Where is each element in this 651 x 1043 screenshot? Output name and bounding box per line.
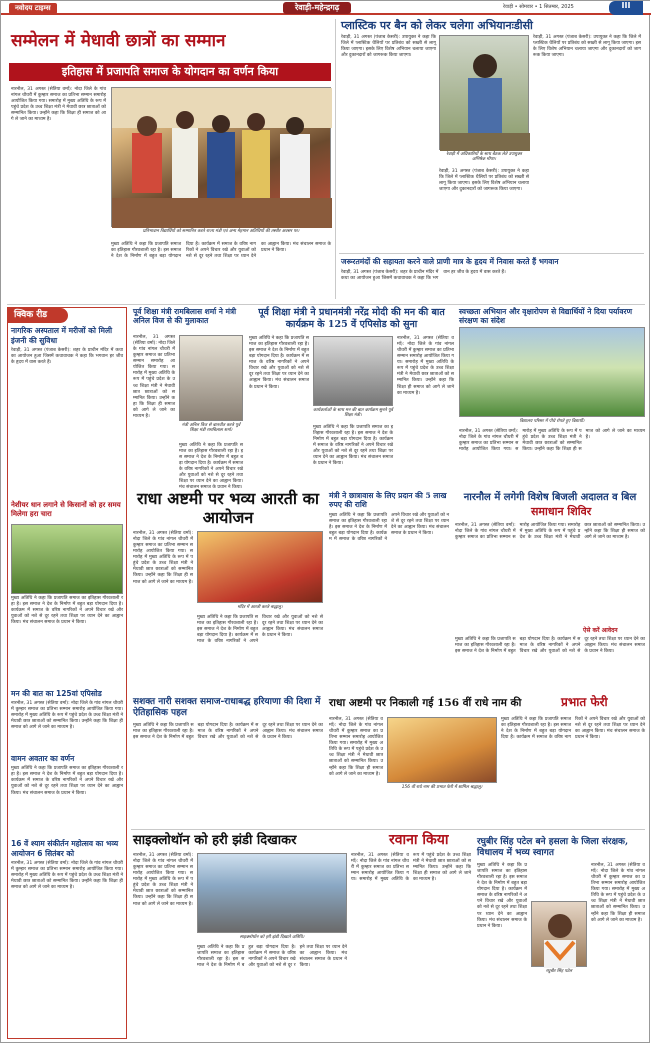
radha1-photo: [197, 531, 323, 603]
quickread-body-2: मुख्य अतिथि ने कहा कि प्रजापति समाज का इतिहास गौरवशाली रहा है। इस समाज ने देश के निर्माण में बहुत बड़ा योगदान दिया है। कार्यक्रम में समाज के वरिष्ठ नागरिकों ने अपने विचार रखे और युवाओं को नशे से दूर रहने तथा शिक्षा पर ध्यान देने का आह्वान किया। मंच संचालन समाज के प्रधान ने किया।: [11, 595, 123, 625]
chhatra-headline: मंत्री ने छात्रावास के लिए प्रदान की 5 लाख रुपए की राशि: [329, 491, 447, 510]
radha1-body-2: मुख्य अतिथि ने कहा कि प्रजापति समाज का इतिहास गौरवशाली रहा है। इस समाज ने देश के निर्माण में बहुत बड़ा योगदान दिया है। कार्यक्रम में समाज के वरिष्ठ नागरिकों ने अपने विचार रखे और युवाओं को नशे से दूर रहने तथा शिक्षा पर ध्यान देने का आह्वान किया। मंच संचालन समाज के प्रधान ने किया।: [197, 615, 323, 645]
raghubir-headline: रघुबीर सिंह पटेल बने हसला के जिला संरक्षक, विधालय में भव्य स्वागत: [477, 837, 629, 858]
lead-body-col2: मुख्य अतिथि ने कहा कि प्रजापति समाज का इतिहास गौरवशाली रहा है। इस समाज ने देश के निर्माण में बहुत बड़ा योगदान दिया है। कार्यक्रम में समाज के वरिष्ठ नागरिकों ने अपने विचार रखे और युवाओं को नशे से दूर रहने तथा शिक्षा पर ध्यान देने का आह्वान किया। मंच संचालन समाज के प्रधान ने किया।: [111, 242, 331, 260]
minister-body: नारनौल, 31 अगस्त (सेतिया वर्मा): नोदा जिले के गांव नांगल चौधरी में कुम्हार समाज का प्रतिभा सम्मान समारोह आयोजित किया गया। समारोह में मुख्य अतिथि के रूप में पहुंचे प्रदेश के उच्च शिक्षा मंत्री ने मेधावी छात्र छात्राओं को सम्मानित किया। उन्होंने कहा कि शिक्षा ही समाज को आगे ले जाने का माध्यम है।: [133, 335, 175, 419]
narnaul-headline: नारनौल में लगेगी विशेष बिजली अदालत व बिल: [463, 492, 637, 503]
radha1-caption: मंदिर में आरती करते श्रद्धालु।: [237, 605, 283, 610]
radha2-body-1: नारनौल, 31 अगस्त (सेतिया वर्मा): नोदा जिले के गांव नांगल चौधरी में कुम्हार समाज का प्रतिभा सम्मान समारोह आयोजित किया गया। समारोह में मुख्य अतिथि के रूप में पहुंचे प्रदेश के उच्च शिक्षा मंत्री ने मेधावी छात्र छात्राओं को सम्मानित किया। उन्होंने कहा कि शिक्षा ही समाज को आगे ले जाने का माध्यम है।: [329, 717, 383, 777]
mannkibaat-caption: कार्यकर्ताओं के साथ मन की बात कार्यक्रम सुनते पूर्व शिक्षा मंत्री।: [313, 408, 393, 419]
mannkibaat-body-1: मुख्य अतिथि ने कहा कि प्रजापति समाज का इतिहास गौरवशाली रहा है। इस समाज ने देश के निर्माण में बहुत बड़ा योगदान दिया है। कार्यक्रम में समाज के वरिष्ठ नागरिकों ने अपने विचार रखे और युवाओं को नशे से दूर रहने तथा शिक्षा पर ध्यान देने का आह्वान किया। मंच संचालन समाज के प्रधान ने किया।: [249, 336, 309, 390]
lead-subhead: इतिहास में प्रजापति समाज के योगदान का वर्णन किया: [9, 63, 331, 81]
cyclothon-photo: [197, 853, 347, 933]
radha2-headline: राधा अष्टमी पर निकाली गई 156 वीं राधे नाम की: [329, 697, 522, 709]
cyclothon-body-3: नारनौल, 31 अगस्त (सेतिया वर्मा): नोदा जिले के गांव नांगल चौधरी में कुम्हार समाज का प्रतिभा सम्मान समारोह आयोजित किया गया। समारोह में मुख्य अतिथि के रूप में पहुंचे प्रदेश के उच्च शिक्षा मंत्री ने मेधावी छात्र छात्राओं को सम्मानित किया। उन्होंने कहा कि शिक्षा ही समाज को आगे ले जाने का माध्यम है।: [351, 853, 471, 883]
swachh-body: नारनौल, 31 अगस्त (सेतिया वर्मा): नोदा जिले के गांव नांगल चौधरी में कुम्हार समाज का प्रतिभा सम्मान समारोह आयोजित किया गया। समारोह में मुख्य अतिथि के रूप में पहुंचे प्रदेश के उच्च शिक्षा मंत्री ने मेधावी छात्र छात्राओं को सम्मानित किया। उन्होंने कहा कि शिक्षा ही समाज को आगे ले जाने का माध्यम है।: [459, 429, 645, 453]
raghubir-body-2: नारनौल, 31 अगस्त (सेतिया वर्मा): नोदा जिले के गांव नांगल चौधरी में कुम्हार समाज का प्रतिभा सम्मान समारोह आयोजित किया गया। समारोह में मुख्य अतिथि के रूप में पहुंचे प्रदेश के उच्च शिक्षा मंत्री ने मेधावी छात्र छात्राओं को सम्मानित किया। उन्होंने कहा कि शिक्षा ही समाज को आगे ले जाने का माध्यम है।: [591, 863, 645, 923]
chhatra-body: मुख्य अतिथि ने कहा कि प्रजापति समाज का इतिहास गौरवशाली रहा है। इस समाज ने देश के निर्माण में बहुत बड़ा योगदान दिया है। कार्यक्रम में समाज के वरिष्ठ नागरिकों ने अपने विचार रखे और युवाओं को नशे से दूर रहने तथा शिक्षा पर ध्यान देने का आह्वान किया। मंच संचालन समाज के प्रधान ने किया।: [329, 513, 449, 543]
narnaul-body-2: मुख्य अतिथि ने कहा कि प्रजापति समाज का इतिहास गौरवशाली रहा है। इस समाज ने देश के निर्माण में बहुत बड़ा योगदान दिया है। कार्यक्रम में समाज के वरिष्ठ नागरिकों ने अपने विचार रखे और युवाओं को नशे से दूर रहने तथा शिक्षा पर ध्यान देने का आह्वान किया। मंच संचालन समाज के प्रधान ने किया।: [455, 637, 645, 655]
plastic-body-col2: रेवाड़ी, 31 अगस्त (पंजाब केसरी): उपायुक्त ने कहा कि जिले में प्लास्टिक थैलियों पर प्रतिबंध को सख्ती से लागू किया जाएगा। इसके लिए विशेष अभियान चलाया जाएगा और दुकानदारों को जागरूक किया जाएगा।: [533, 35, 641, 59]
plastic-photo-illustration: [440, 36, 530, 151]
minister-body-2: मुख्य अतिथि ने कहा कि प्रजापति समाज का इतिहास गौरवशाली रहा है। इस समाज ने देश के निर्माण में बहुत बड़ा योगदान दिया है। कार्यक्रम में समाज के वरिष्ठ नागरिकों ने अपने विचार रखे और युवाओं को नशे से दूर रहने तथा शिक्षा पर ध्यान देने का आह्वान किया। मंच संचालन समाज के प्रधान ने किया।: [179, 443, 243, 491]
quickread-body-4: मुख्य अतिथि ने कहा कि प्रजापति समाज का इतिहास गौरवशाली रहा है। इस समाज ने देश के निर्माण में बहुत बड़ा योगदान दिया है। कार्यक्रम में समाज के वरिष्ठ नागरिकों ने अपने विचार रखे और युवाओं को नशे से दूर रहने तथा शिक्षा पर ध्यान देने का आह्वान किया। मंच संचालन समाज के प्रधान ने किया।: [11, 766, 123, 796]
quick-read-title: क्विक रीड: [8, 308, 68, 323]
quickread-headline-1: नागरिक अस्पताल में मरीजों को मिली इंजनी की सुविधा: [11, 326, 113, 345]
cyclothon-headline-2: रवाना किया: [389, 832, 449, 848]
mannkibaat-photo: [313, 336, 393, 406]
quickread-headline-3: मन की बात का 125वां एपिसोड: [11, 688, 102, 698]
raghubir-photo-illustration: [532, 902, 588, 968]
quick-read-box: [7, 307, 127, 1039]
swachh-photo: [459, 327, 645, 417]
narnaul-subhead: ऐसे करें आवेदन: [583, 627, 618, 634]
plastic-headline: प्लास्टिक पर बैन को लेकर चलेगा अभियानःडीसी: [341, 19, 533, 32]
radha1-body: नारनौल, 31 अगस्त (सेतिया वर्मा): नोदा जिले के गांव नांगल चौधरी में कुम्हार समाज का प्रतिभा सम्मान समारोह आयोजित किया गया। समारोह में मुख्य अतिथि के रूप में पहुंचे प्रदेश के उच्च शिक्षा मंत्री ने मेधावी छात्र छात्राओं को सम्मानित किया। उन्होंने कहा कि शिक्षा ही समाज को आगे ले जाने का माध्यम है।: [133, 531, 193, 585]
cyclothon-headline: साइक्लोथॉन को हरी झंडी दिखाकर: [133, 833, 297, 848]
newspaper-name: नवोदय टाइम्स: [9, 3, 57, 14]
mannkibaat-body-2: नारनौल, 31 अगस्त (सेतिया वर्मा): नोदा जिले के गांव नांगल चौधरी में कुम्हार समाज का प्रतिभा सम्मान समारोह आयोजित किया गया। समारोह में मुख्य अतिथि के रूप में पहुंचे प्रदेश के उच्च शिक्षा मंत्री ने मेधावी छात्र छात्राओं को सम्मानित किया। उन्होंने कहा कि शिक्षा ही समाज को आगे ले जाने का माध्यम है।: [397, 336, 454, 396]
quickread-body-3: नारनौल, 31 अगस्त (सेतिया वर्मा): नोदा जिले के गांव नांगल चौधरी में कुम्हार समाज का प्रतिभा सम्मान समारोह आयोजित किया गया। समारोह में मुख्य अतिथि के रूप में पहुंचे प्रदेश के उच्च शिक्षा मंत्री ने मेधावी छात्र छात्राओं को सम्मानित किया। उन्होंने कहा कि शिक्षा ही समाज को आगे ले जाने का माध्यम है।: [11, 700, 123, 731]
minister-headline: पूर्व शिक्षा मंत्री रामबिलास शर्मा ने मंत्री अनिल विज से की मुलाकात: [133, 307, 237, 326]
issue-date: रेवाड़ी • सोमवार • 1 सितम्बर, 2025: [503, 4, 574, 10]
plastic-body-col3: रेवाड़ी, 31 अगस्त (पंजाब केसरी): उपायुक्त ने कहा कि जिले में प्लास्टिक थैलियों पर प्रतिबंध को सख्ती से लागू किया जाएगा। इसके लिए विशेष अभियान चलाया जाएगा और दुकानदारों को जागरूक किया जाएगा।: [439, 169, 529, 193]
quickread-photo: [11, 524, 123, 594]
quickread-headline-4: वामन अवतार का वर्णन: [11, 753, 75, 763]
quickread-body-1: रेवाड़ी, 31 अगस्त (पंजाब केसरी): शहर के प्राचीन मंदिर में कथा का आयोजन हुआ जिसमें कथावाचक ने कहा कि भगवान हर जीव के हृदय में वास करते हैं।: [11, 348, 123, 366]
lead-headline: सम्मेलन में मेधावी छात्रों का सम्मान: [11, 31, 226, 51]
cyclothon-caption: साइक्लोथॉन को हरी झंडी दिखाते अतिथि।: [239, 935, 305, 940]
narnaul-headline-2: समाधान शिविर: [531, 505, 592, 518]
minister-caption: मंत्री अनिल विज से बातचीत करते पूर्व शिक्षा मंत्री रामबिलास शर्मा।: [181, 423, 241, 434]
raghubir-caption: रघुबीर सिंह पटेल: [545, 969, 573, 974]
radha2-caption: 156 वीं राधे नाम की प्रभात फेरी में शामिल श्रद्धालु।: [401, 785, 483, 790]
jaruratmand-body: रेवाड़ी, 31 अगस्त (पंजाब केसरी): शहर के प्राचीन मंदिर में कथा का आयोजन हुआ जिसमें कथावाचक ने कहा कि भगवान हर जीव के हृदय में वास करते हैं।: [341, 270, 506, 282]
minister-photo: [179, 335, 243, 421]
page-number: III: [609, 1, 643, 15]
quickread-headline-5: 16 वें श्याम संकीर्तन महोत्सव का भव्य आयोजन 6 सितंबर को: [11, 839, 119, 858]
narnaul-body: नारनौल, 31 अगस्त (सेतिया वर्मा): नोदा जिले के गांव नांगल चौधरी में कुम्हार समाज का प्रतिभा सम्मान समारोह आयोजित किया गया। समारोह में मुख्य अतिथि के रूप में पहुंचे प्रदेश के उच्च शिक्षा मंत्री ने मेधावी छात्र छात्राओं को सम्मानित किया। उन्होंने कहा कि शिक्षा ही समाज को आगे ले जाने का माध्यम है।: [455, 523, 645, 541]
plastic-caption: रेवाड़ी में अधिकारियों के साथ बैठक लेते उपायुक्त अभिषेक मीणा।: [446, 152, 522, 163]
cyclothon-body-2: मुख्य अतिथि ने कहा कि प्रजापति समाज का इतिहास गौरवशाली रहा है। इस समाज ने देश के निर्माण में बहुत बड़ा योगदान दिया है। कार्यक्रम में समाज के वरिष्ठ नागरिकों ने अपने विचार रखे और युवाओं को नशे से दूर रहने तथा शिक्षा पर ध्यान देने का आह्वान किया। मंच संचालन समाज के प्रधान ने किया।: [197, 945, 347, 969]
swachh-caption: विद्यालय परिसर में पौधे रोपते हुए विद्यार्थी।: [519, 419, 585, 424]
lead-photo: [111, 87, 331, 227]
lead-photo-illustration: [112, 88, 332, 228]
radha1-headline: राधा अष्टमी पर भव्य आरती का आयोजन: [136, 489, 320, 527]
mannkibaat-body-3: मुख्य अतिथि ने कहा कि प्रजापति समाज का इतिहास गौरवशाली रहा है। इस समाज ने देश के निर्माण में बहुत बड़ा योगदान दिया है। कार्यक्रम में समाज के वरिष्ठ नागरिकों ने अपने विचार रखे और युवाओं को नशे से दूर रहने तथा शिक्षा पर ध्यान देने का आह्वान किया। मंच संचालन समाज के प्रधान ने किया।: [313, 425, 393, 467]
quickread-body-5: नारनौल, 31 अगस्त (सेतिया वर्मा): नोदा जिले के गांव नांगल चौधरी में कुम्हार समाज का प्रतिभा सम्मान समारोह आयोजित किया गया। समारोह में मुख्य अतिथि के रूप में पहुंचे प्रदेश के उच्च शिक्षा मंत्री ने मेधावी छात्र छात्राओं को सम्मानित किया। उन्होंने कहा कि शिक्षा ही समाज को आगे ले जाने का माध्यम है।: [11, 861, 123, 891]
sashakt-body: मुख्य अतिथि ने कहा कि प्रजापति समाज का इतिहास गौरवशाली रहा है। इस समाज ने देश के निर्माण में बहुत बड़ा योगदान दिया है। कार्यक्रम में समाज के वरिष्ठ नागरिकों ने अपने विचार रखे और युवाओं को नशे से दूर रहने तथा शिक्षा पर ध्यान देने का आह्वान किया। मंच संचालन समाज के प्रधान ने किया।: [133, 723, 323, 741]
lead-body-col1: नारनौल, 31 अगस्त (सेतिया वर्मा): नोदा जिले के गांव नांगल चौधरी में कुम्हार समाज का प्रतिभा सम्मान समारोह आयोजित किया गया। समारोह में मुख्य अतिथि के रूप में पहुंचे प्रदेश के उच्च शिक्षा मंत्री ने मेधावी छात्र छात्राओं को सम्मानित किया। उन्होंने कहा कि शिक्षा ही समाज को आगे ले जाने का माध्यम है।: [11, 87, 106, 123]
radha2-photo: [387, 717, 497, 783]
masthead: [1, 1, 651, 15]
radha2-body-2: मुख्य अतिथि ने कहा कि प्रजापति समाज का इतिहास गौरवशाली रहा है। इस समाज ने देश के निर्माण में बहुत बड़ा योगदान दिया है। कार्यक्रम में समाज के वरिष्ठ नागरिकों ने अपने विचार रखे और युवाओं को नशे से दूर रहने तथा शिक्षा पर ध्यान देने का आह्वान किया। मंच संचालन समाज के प्रधान ने किया।: [501, 717, 645, 741]
jaruratmand-headline: जरूरतमंदों की सहायता करने वाले प्राणी मात्र के हृदय में निवास करते हैं भगवान: [341, 257, 559, 266]
sashakt-headline: सशक्त नारी सशक्त समाज-राधाबद्ध हरियाणा की दिशा में ऐतिहासिक पहल: [133, 697, 321, 718]
radha2-headline-2: प्रभात फेरी: [561, 695, 608, 709]
cyclothon-body-1: नारनौल, 31 अगस्त (सेतिया वर्मा): नोदा जिले के गांव नांगल चौधरी में कुम्हार समाज का प्रतिभा सम्मान समारोह आयोजित किया गया। समारोह में मुख्य अतिथि के रूप में पहुंचे प्रदेश के उच्च शिक्षा मंत्री ने मेधावी छात्र छात्राओं को सम्मानित किया। उन्होंने कहा कि शिक्षा ही समाज को आगे ले जाने का माध्यम है।: [133, 853, 193, 907]
plastic-body-col1: रेवाड़ी, 31 अगस्त (पंजाब केसरी): उपायुक्त ने कहा कि जिले में प्लास्टिक थैलियों पर प्रतिबंध को सख्ती से लागू किया जाएगा। इसके लिए विशेष अभियान चलाया जाएगा और दुकानदारों को जागरूक किया जाएगा।: [341, 35, 436, 59]
lead-photo-caption: प्रतिभावान विद्यार्थियों को सम्मानित करते राज्य मंत्री एवं अन्य मेहमान अतिथियों की तस्वीर अवसर पर।: [142, 229, 300, 234]
swachh-headline: स्वच्छता अभियान और वृक्षारोपण से विद्यार्थियों ने दिया पर्यावरण संरक्षण का संदेश: [459, 307, 633, 326]
quickread-headline-2: नेशीयर धान लगाने से किसानों को हर समय मिलेगा हरा चारा: [11, 500, 121, 518]
raghubir-body-1: मुख्य अतिथि ने कहा कि प्रजापति समाज का इतिहास गौरवशाली रहा है। इस समाज ने देश के निर्माण में बहुत बड़ा योगदान दिया है। कार्यक्रम में समाज के वरिष्ठ नागरिकों ने अपने विचार रखे और युवाओं को नशे से दूर रहने तथा शिक्षा पर ध्यान देने का आह्वान किया। मंच संचालन समाज के प्रधान ने किया।: [477, 863, 527, 929]
raghubir-photo: [531, 901, 587, 967]
mannkibaat-headline: पूर्व शिक्षा मंत्री ने प्रधानमंत्री नरेंद्र मोदी की मन की बात कार्यक्रम के 125 वें एपिसोड को सुना: [258, 307, 445, 330]
plastic-photo: [439, 35, 529, 150]
section-title: रेवाड़ी-महेन्द्रगढ़: [283, 2, 351, 14]
